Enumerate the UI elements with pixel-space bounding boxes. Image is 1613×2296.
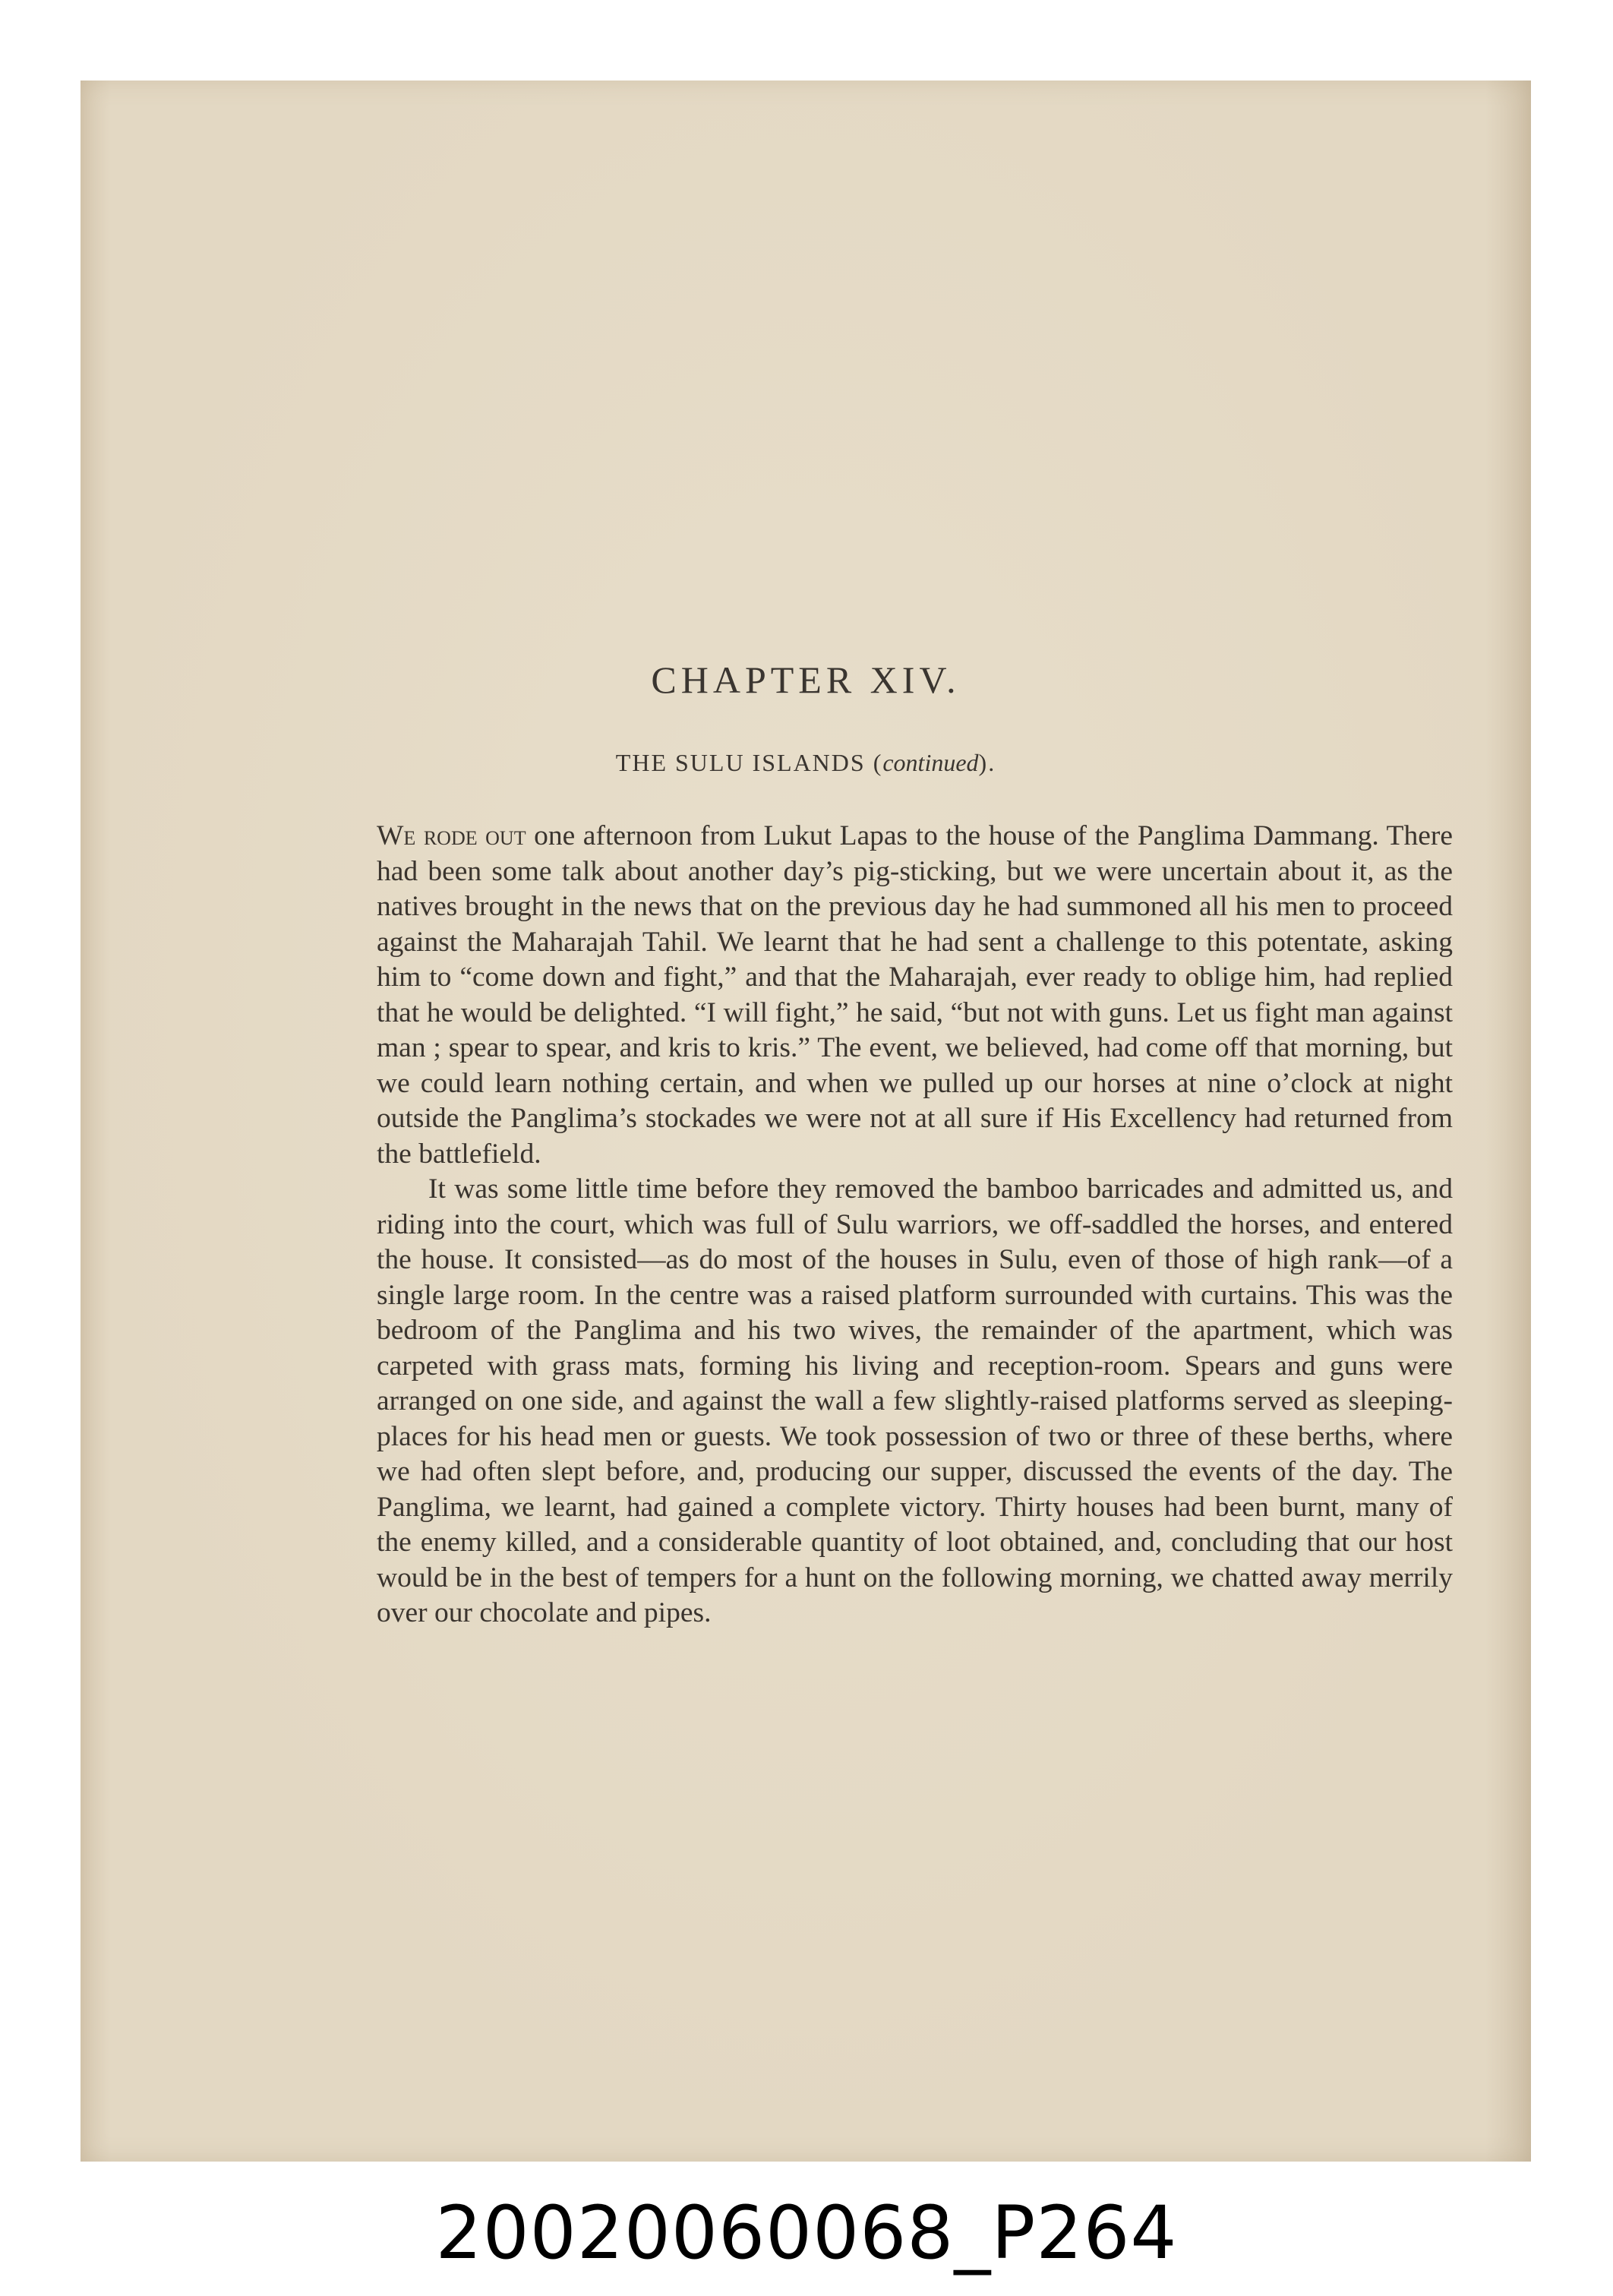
book-page [80, 81, 1531, 2162]
chapter-title: CHAPTER XIV. [651, 658, 961, 701]
subtitle-italic: continued [882, 749, 979, 776]
paragraph-1-lead: We rode out [377, 820, 526, 851]
chapter-subtitle [80, 749, 1531, 777]
catalog-label: 20020060068_P264 [435, 2190, 1178, 2275]
paragraph-1 [377, 819, 1453, 1172]
subtitle-main: THE SULU ISLANDS ( [615, 749, 883, 776]
paragraph-1-rest: one afternoon from Lukut Lapas to the house of the Panglima Dammang. There had been some talk about another day’s pig-sticking, but we were uncertain about it, as the natives brought in the news that on the previous day he had summoned all his men to proceed against the Maharajah Tahil. We learnt that he had sent a challenge to this potentate, asking him to “come down and fight,” and that the Maharajah, ever ready to oblige him, had replied that he would be delighted. “I will fight,” he said, “but not with guns. Let us fight man against man ; spear to spear, and kris to kris.” The event, we believed, had come off that morning, but we could learn nothing certain, and when we pulled up our horses at nine o’clock at night outside the Panglima’s stockades we were not at all sure if His Excellency had returned from the battlefield. [377, 820, 1453, 1170]
body-text [377, 819, 1453, 1631]
subtitle-end: ). [978, 749, 996, 776]
paragraph-2: It was some little time before they removed the bamboo barricades and admitted us, and riding into the court, which was full of Sulu warriors, we off-saddled the horses, and entered the house. It consisted—as do most of the houses in Sulu, even of those of high rank—of a single large room. In the centre was a raised platform surrounded with curtains. This was the bedroom of the Panglima and his two wives, the remainder of the apartment, which was carpeted with grass mats, forming his living and reception-room. Spears and guns were arranged on one side, and against the wall a few slightly-raised platforms served as sleeping-places for his head men or guests. We took possession of two or three of these berths, where we had often slept before, and, producing our supper, discussed the events of the day. The Panglima, we learnt, had gained a complete victory. Thirty houses had been burnt, many of the enemy killed, and a considerable quantity of loot obtained, and, concluding that our host would be in the best of tempers for a hunt on the following morning, we chatted away merrily over our chocolate and pipes. [377, 1173, 1453, 1628]
